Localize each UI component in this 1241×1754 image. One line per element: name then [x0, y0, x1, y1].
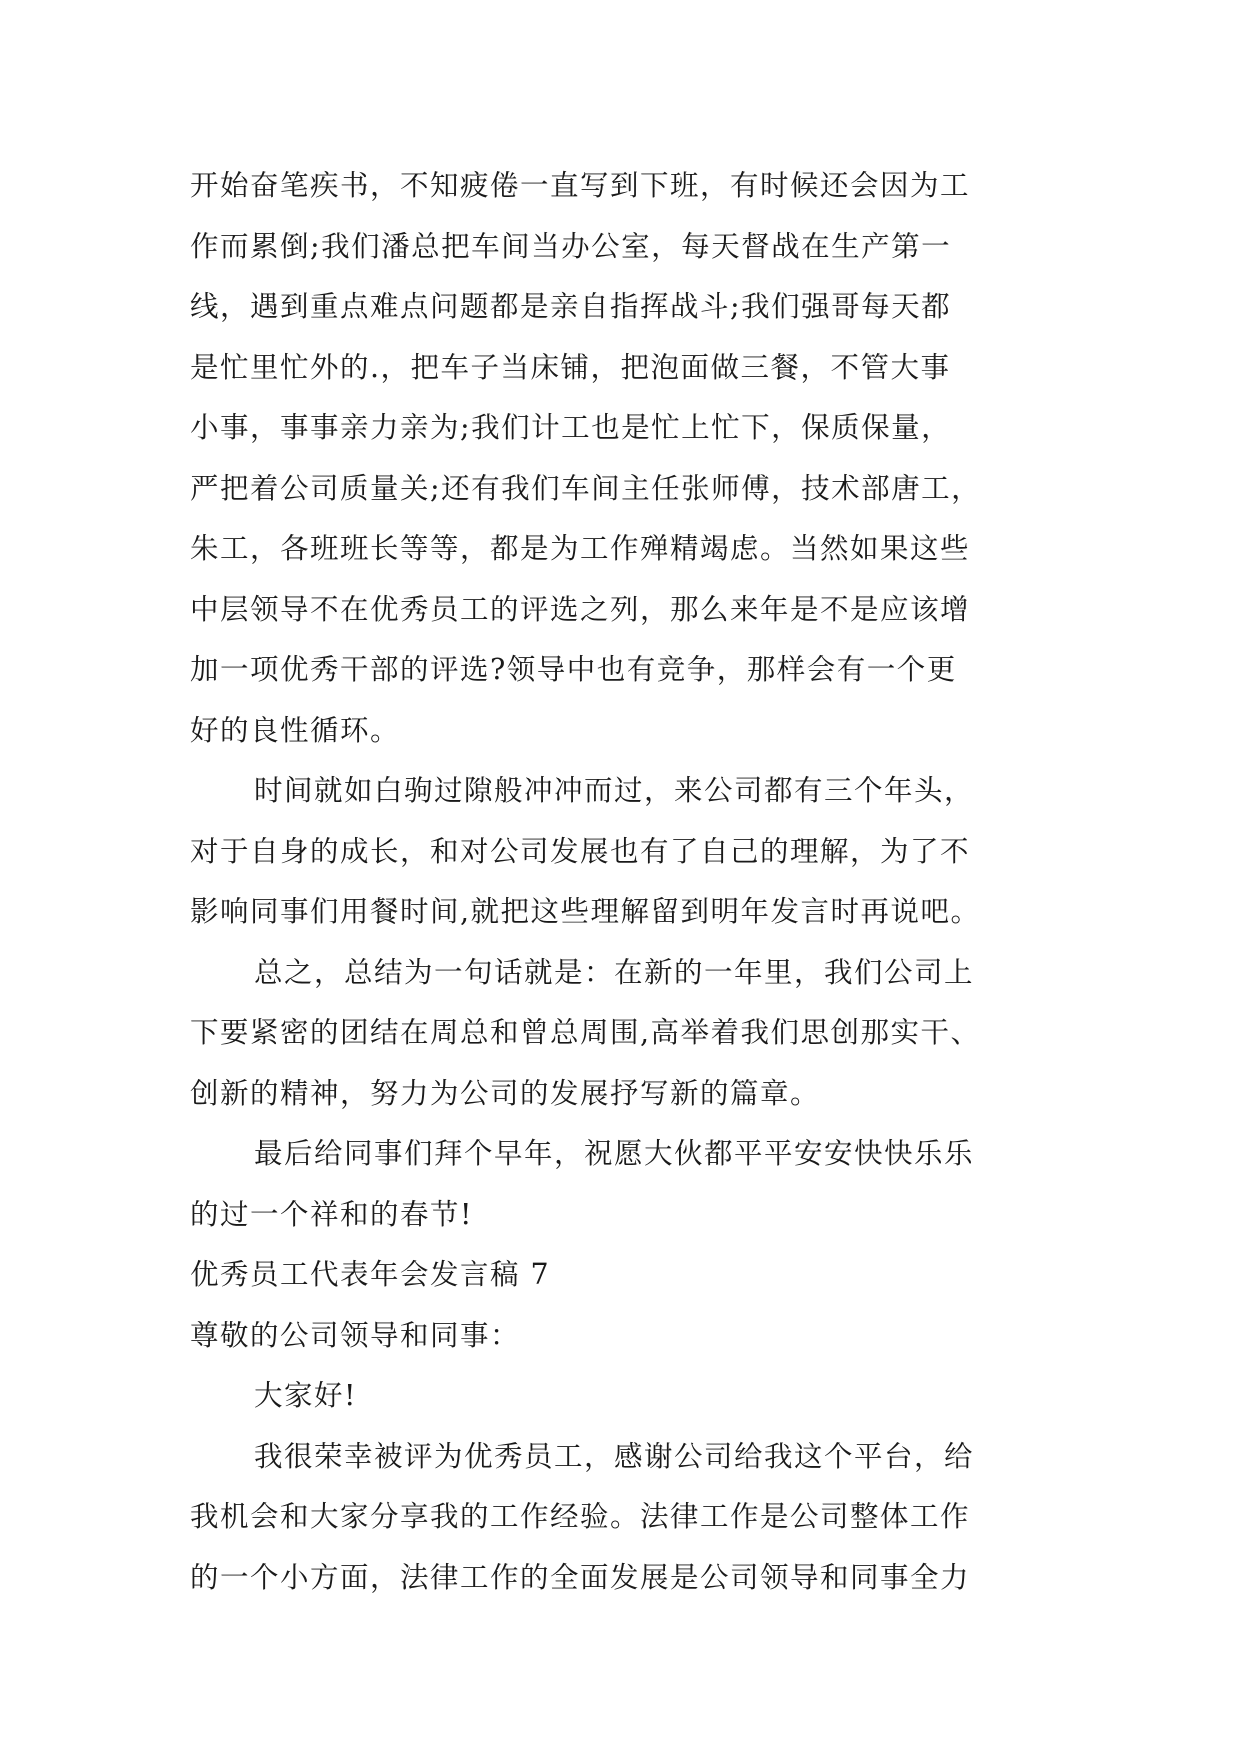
text-line: 作而累倒;我们潘总把车间当办公室，每天督战在生产第一 [190, 229, 952, 263]
text-line: 创新的精神，努力为公司的发展抒写新的篇章。 [190, 1076, 821, 1110]
paragraph-first-line: 我很荣幸被评为优秀员工，感谢公司给我这个平台，给 [254, 1439, 975, 1473]
text-line: 是忙里忙外的.，把车子当床铺，把泡面做三餐，不管大事 [190, 350, 951, 384]
paragraph-first-line: 总之，总结为一句话就是：在新的一年里，我们公司上 [254, 955, 975, 989]
text-line: 开始奋笔疾书，不知疲倦一直写到下班，有时候还会因为工 [190, 169, 971, 202]
text-line: 加一项优秀干部的评选?领导中也有竞争，那样会有一个更 [190, 653, 957, 686]
text-line: 我机会和大家分享我的工作经验。法律工作是公司整体工作 [190, 1500, 971, 1533]
paragraph-first-line: 最后给同事们拜个早年，祝愿大伙都平平安安快快乐乐 [254, 1137, 975, 1170]
text-line: 中层领导不在优秀员工的评选之列，那么来年是不是应该增 [190, 592, 971, 626]
document-body [190, 156, 1070, 1608]
text-line: 影响同事们用餐时间,就把这些理解留到明年发言时再说吧。 [190, 895, 981, 928]
text-line: 朱工，各班班长等等，都是为工作殚精竭虑。当然如果这些 [190, 532, 971, 565]
text-line: 对于自身的成长，和对公司发展也有了自己的理解，为了不 [190, 834, 971, 868]
text-line: 的过一个祥和的春节! [190, 1197, 473, 1231]
text-line: 严把着公司质量关;还有我们车间主任张师傅，技术部唐工， [190, 471, 982, 505]
greeting: 大家好! [254, 1379, 357, 1412]
text-line: 线，遇到重点难点问题都是亲自指挥战斗;我们强哥每天都 [190, 290, 952, 323]
text-line: 的一个小方面，法律工作的全面发展是公司领导和同事全力 [190, 1560, 971, 1594]
paragraph-first-line: 时间就如白驹过隙般冲冲而过，来公司都有三个年头， [254, 774, 975, 807]
section-title: 优秀员工代表年会发言稿 7 [190, 1258, 551, 1291]
text-line: 好的良性循环。 [190, 713, 401, 747]
text-line: 下要紧密的团结在周总和曾总周围,高举着我们思创那实干、 [190, 1016, 981, 1049]
salutation: 尊敬的公司领导和同事： [190, 1318, 521, 1352]
text-line: 小事，事事亲力亲为;我们计工也是忙上忙下，保质保量， [190, 411, 952, 444]
